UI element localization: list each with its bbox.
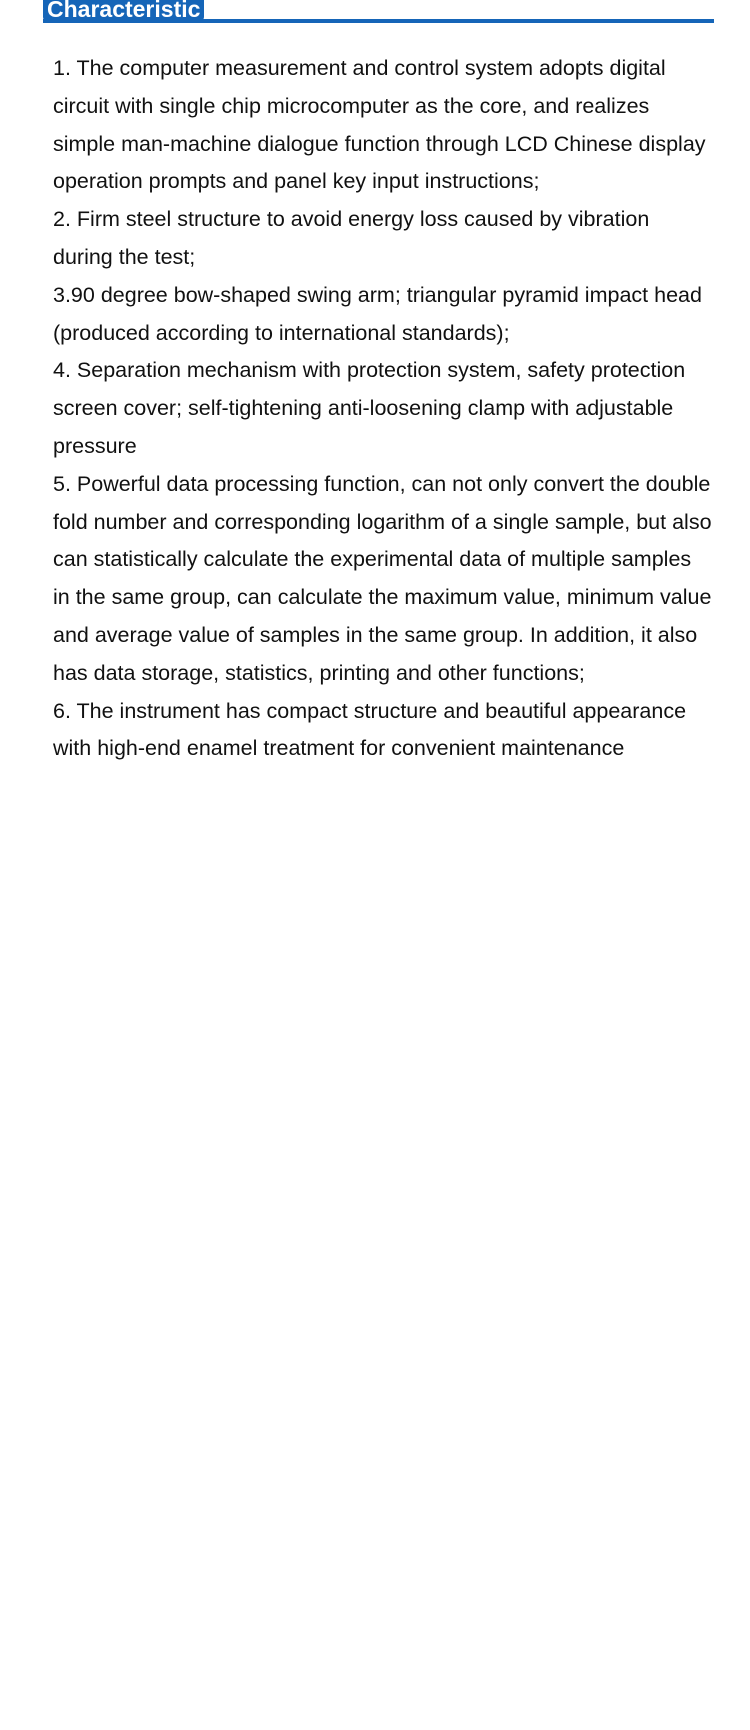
feature-item-5: 5. Powerful data processing function, can not only convert the double fold number and corresponding logarithm of a single sample, but also can statistically calculate the experimental data of multiple samples in the same group, can calculate the maximum value, minimum value and average value of samples in the same group. In addition, it also has data storage, statistics, printing and other functions; — [53, 471, 712, 685]
feature-item-6: 6. The instrument has compact structure and beautiful appearance with high-end enamel treatment for convenient maintenance — [53, 698, 687, 761]
feature-item-4: 4. Separation mechanism with protection system, safety protection screen cover; self-tightening anti-loosening clamp with adjustable pressure — [53, 358, 686, 458]
feature-item-3: 3.90 degree bow-shaped swing arm; triangular pyramid impact head (produced according to international standards); — [53, 282, 702, 345]
feature-item-2: 2. Firm steel structure to avoid energy loss caused by vibration during the test; — [53, 207, 650, 269]
section-title: Characteristic — [43, 0, 204, 21]
section-header — [43, 0, 714, 24]
feature-list — [53, 50, 713, 768]
feature-item-1: 1. The computer measurement and control system adopts digital circuit with single chip microcomputer as the core, and realizes simple man-machine dialogue function through LCD Chinese display operation prompts and panel key input instructions; — [53, 56, 706, 194]
